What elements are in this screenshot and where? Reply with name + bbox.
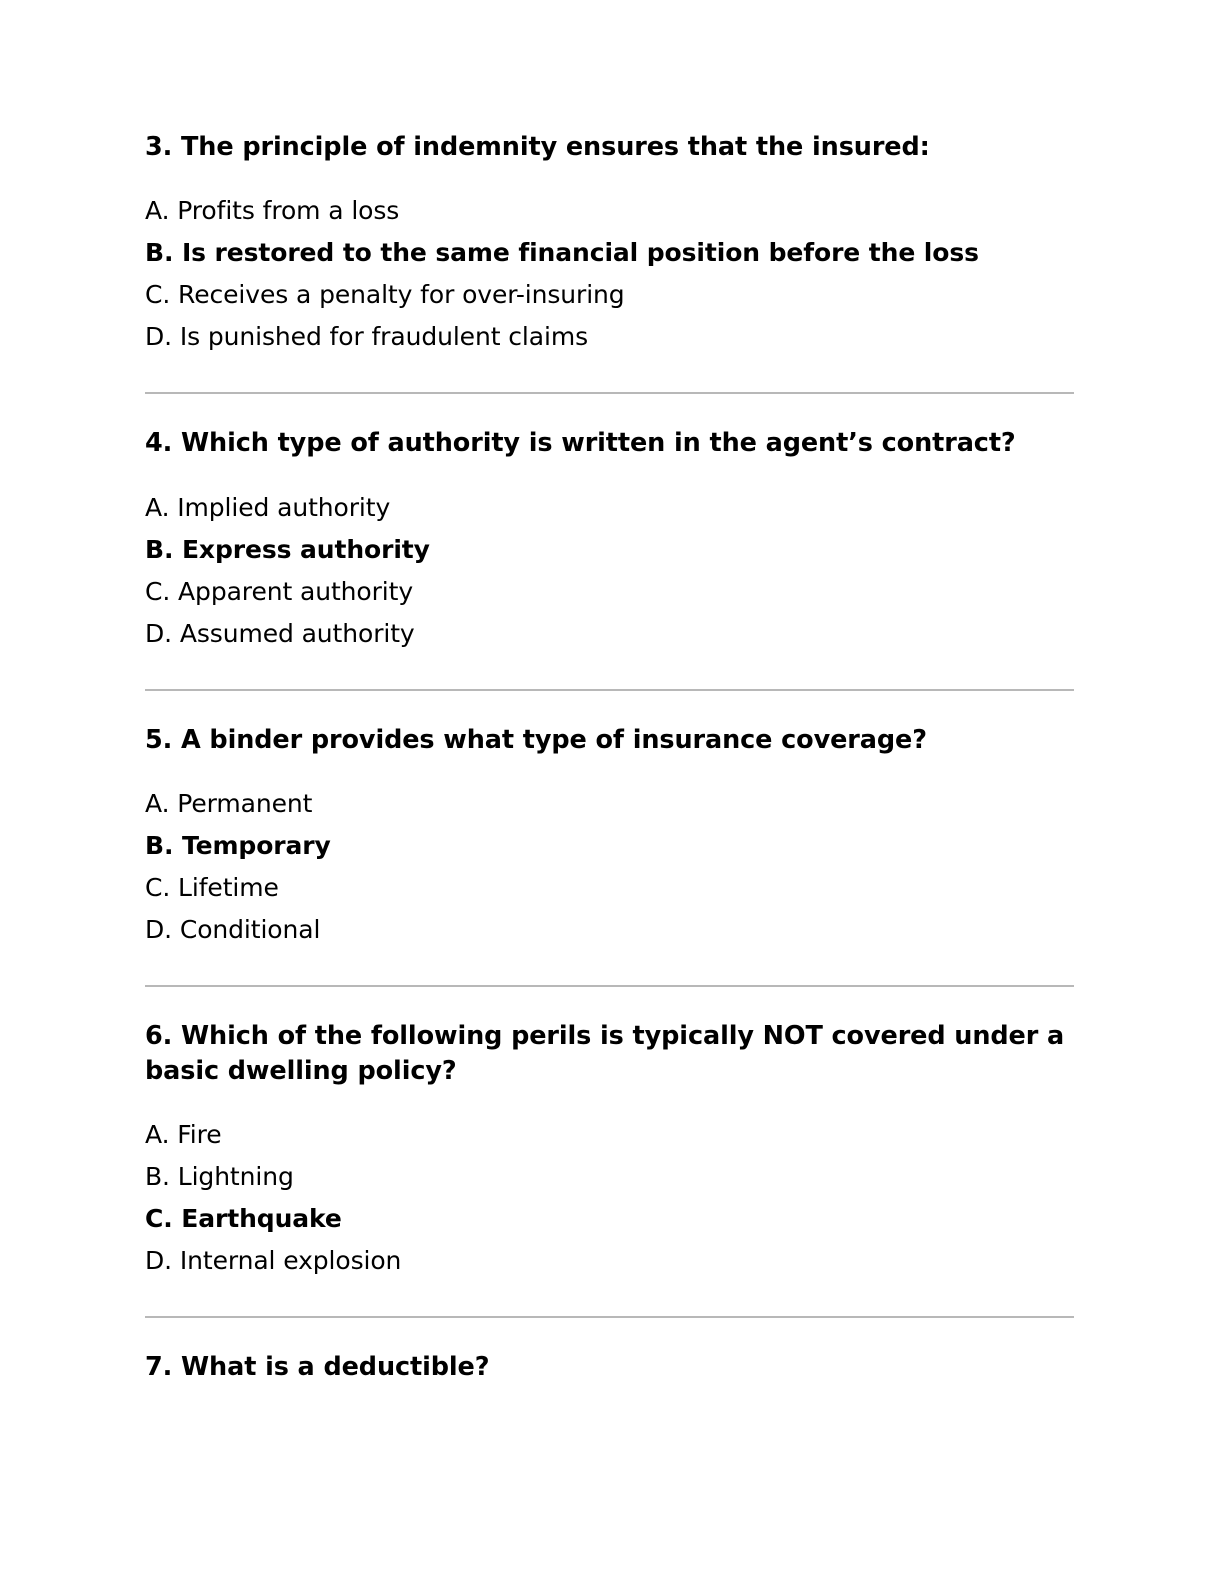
option-a[interactable]: A. Implied authority: [145, 492, 391, 522]
option-a[interactable]: A. Fire: [145, 1120, 222, 1150]
question-title: 3. The principle of indemnity ensures that the insured:: [145, 132, 930, 162]
option-d[interactable]: D. Internal explosion: [145, 1246, 402, 1276]
section-divider: [145, 689, 1074, 691]
option-d[interactable]: D. Conditional: [145, 915, 321, 945]
option-b[interactable]: B. Express authority: [145, 534, 430, 564]
question-options: [145, 783, 1074, 951]
option-a[interactable]: A. Profits from a loss: [145, 196, 400, 226]
option-b[interactable]: B. Is restored to the same financial position before the loss: [145, 238, 979, 268]
question-title: 4. Which type of authority is written in the agent’s contract?: [145, 428, 1016, 459]
question-title: 7. What is a deductible?: [145, 1352, 490, 1383]
question-block-5: [145, 723, 1074, 951]
option-b[interactable]: B. Lightning: [145, 1162, 294, 1192]
option-c[interactable]: C. Earthquake: [145, 1204, 342, 1234]
question-options: [145, 190, 1074, 358]
question-block-6: [145, 1019, 1074, 1282]
option-d[interactable]: D. Assumed authority: [145, 618, 415, 648]
question-title: 5. A binder provides what type of insurance coverage?: [145, 724, 927, 755]
option-c[interactable]: C. Lifetime: [145, 873, 279, 903]
question-block-4: [145, 426, 1074, 654]
question-title: 6. Which of the following perils is typically NOT covered under a basic dwelling policy?: [145, 1021, 1065, 1086]
section-divider: [145, 1316, 1074, 1318]
section-divider: [145, 392, 1074, 394]
section-divider: [145, 985, 1074, 987]
question-options: [145, 487, 1074, 655]
option-c[interactable]: C. Apparent authority: [145, 576, 414, 606]
option-c[interactable]: C. Receives a penalty for over-insuring: [145, 280, 625, 310]
option-b[interactable]: B. Temporary: [145, 831, 331, 861]
option-d[interactable]: D. Is punished for fraudulent claims: [145, 322, 588, 352]
question-block-3: [145, 130, 1074, 358]
option-a[interactable]: A. Permanent: [145, 789, 313, 819]
question-block-7: [145, 1350, 1074, 1384]
question-options: [145, 1114, 1074, 1282]
